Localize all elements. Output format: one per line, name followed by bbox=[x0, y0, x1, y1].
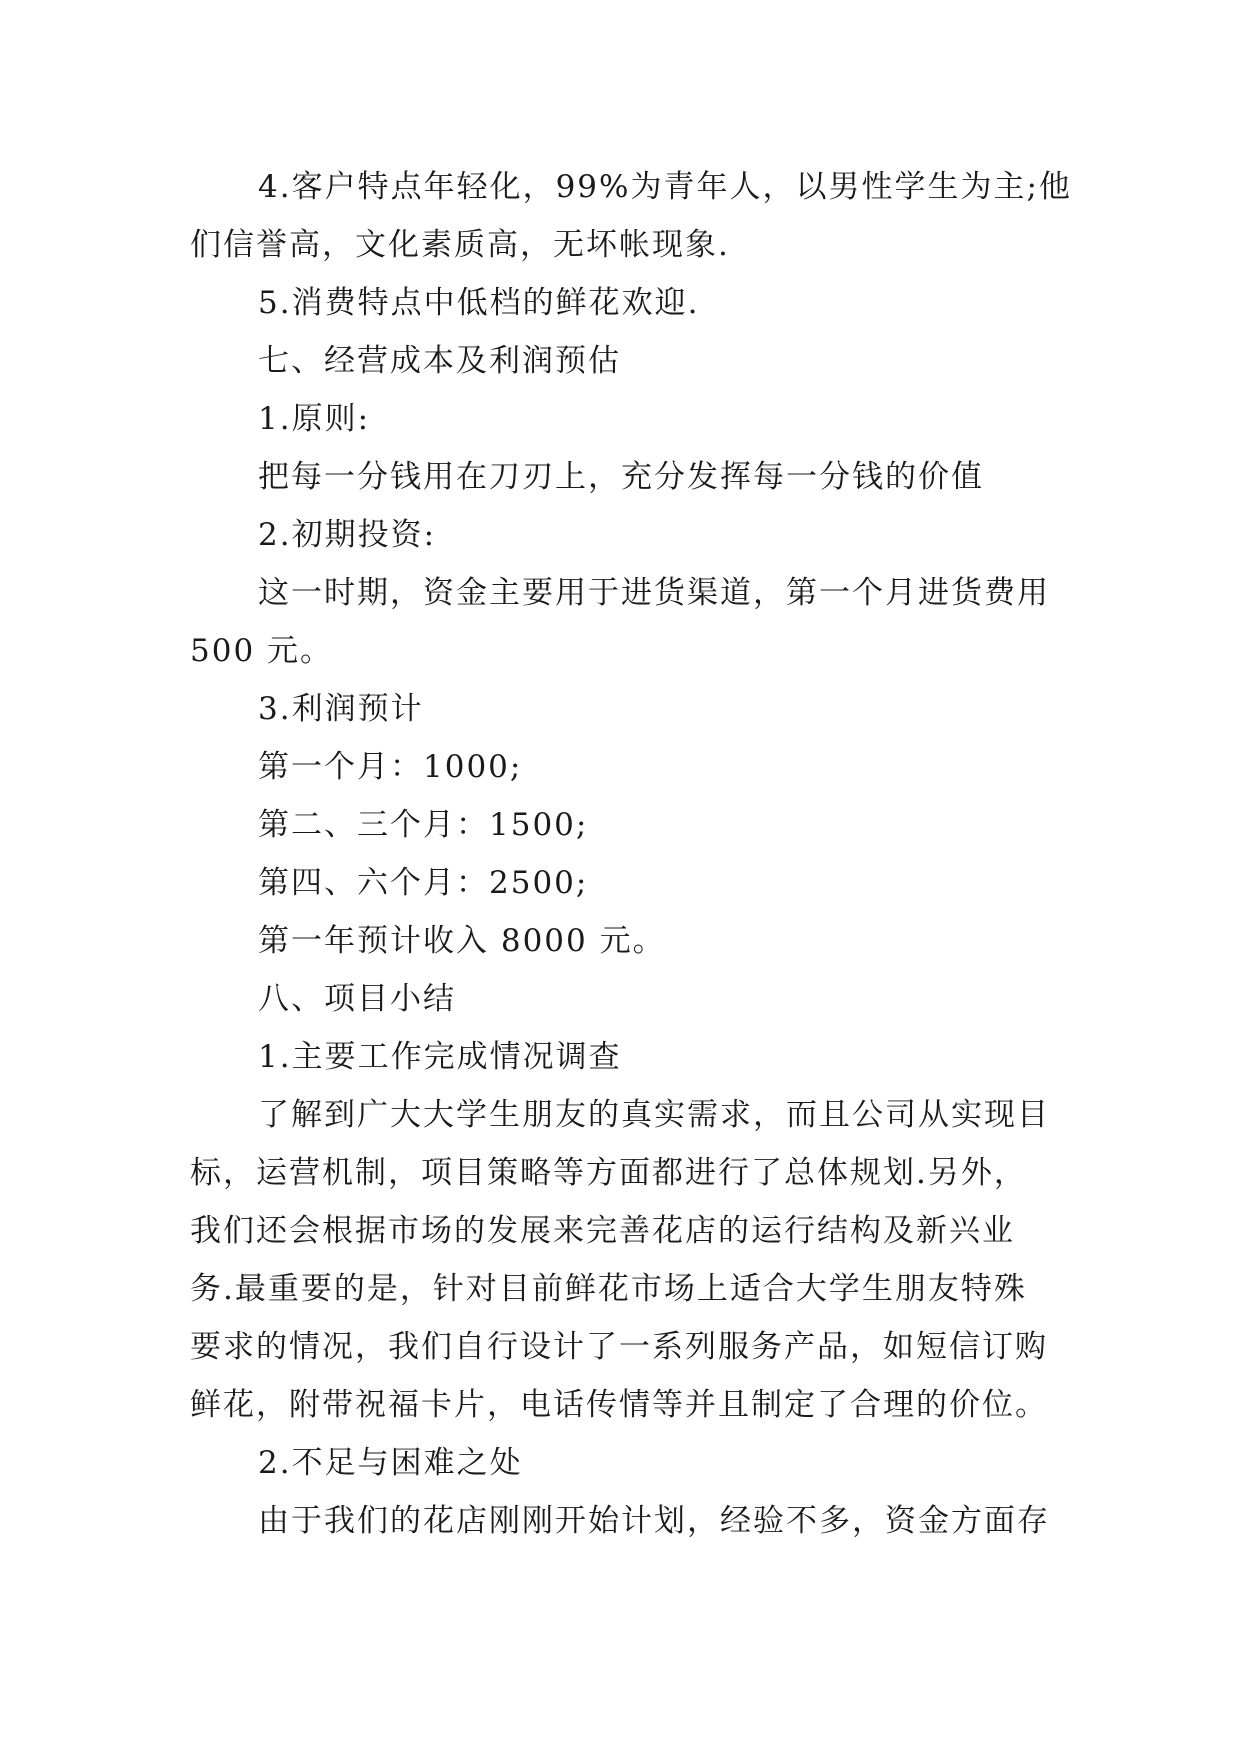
paragraph-line: 们信誉高，文化素质高，无坏帐现象. bbox=[190, 227, 730, 263]
paragraph-line: 了解到广大大学生朋友的真实需求，而且公司从实现目 bbox=[258, 1097, 1050, 1133]
paragraph-line: 第四、六个月：2500; bbox=[258, 865, 589, 901]
section-heading: 七、经营成本及利润预估 bbox=[258, 343, 621, 379]
paragraph-line: 要求的情况，我们自行设计了一系列服务产品，如短信订购 bbox=[190, 1329, 1048, 1365]
paragraph-line: 这一时期，资金主要用于进货渠道，第一个月进货费用 bbox=[258, 575, 1050, 611]
paragraph-line: 500 元。 bbox=[190, 633, 334, 669]
subsection-heading: 2.不足与困难之处 bbox=[258, 1445, 523, 1481]
paragraph-line: 鲜花，附带祝福卡片，电话传情等并且制定了合理的价位。 bbox=[190, 1387, 1048, 1423]
subsection-heading: 1.原则: bbox=[258, 401, 371, 437]
paragraph-line: 由于我们的花店刚刚开始计划，经验不多，资金方面存 bbox=[258, 1503, 1050, 1539]
paragraph-line: 4.客户特点年轻化，99%为青年人，以男性学生为主;他 bbox=[258, 169, 1072, 205]
paragraph-line: 务.最重要的是，针对目前鲜花市场上适合大学生朋友特殊 bbox=[190, 1271, 1027, 1307]
paragraph-line: 我们还会根据市场的发展来完善花店的运行结构及新兴业 bbox=[190, 1213, 1015, 1249]
paragraph-line: 第一年预计收入 8000 元。 bbox=[258, 923, 666, 959]
subsection-heading: 1.主要工作完成情况调查 bbox=[258, 1039, 622, 1075]
section-heading: 八、项目小结 bbox=[258, 981, 456, 1017]
paragraph-line: 第二、三个月：1500; bbox=[258, 807, 589, 843]
document-body bbox=[190, 158, 1072, 1550]
paragraph-line: 标，运营机制，项目策略等方面都进行了总体规划.另外， bbox=[190, 1155, 1027, 1191]
paragraph-line: 把每一分钱用在刀刃上，充分发挥每一分钱的价值 bbox=[258, 459, 984, 495]
paragraph-line: 5.消费特点中低档的鲜花欢迎. bbox=[258, 285, 700, 321]
subsection-heading: 3.利润预计 bbox=[258, 691, 424, 727]
paragraph-line: 第一个月：1000; bbox=[258, 749, 523, 785]
subsection-heading: 2.初期投资: bbox=[258, 517, 437, 553]
